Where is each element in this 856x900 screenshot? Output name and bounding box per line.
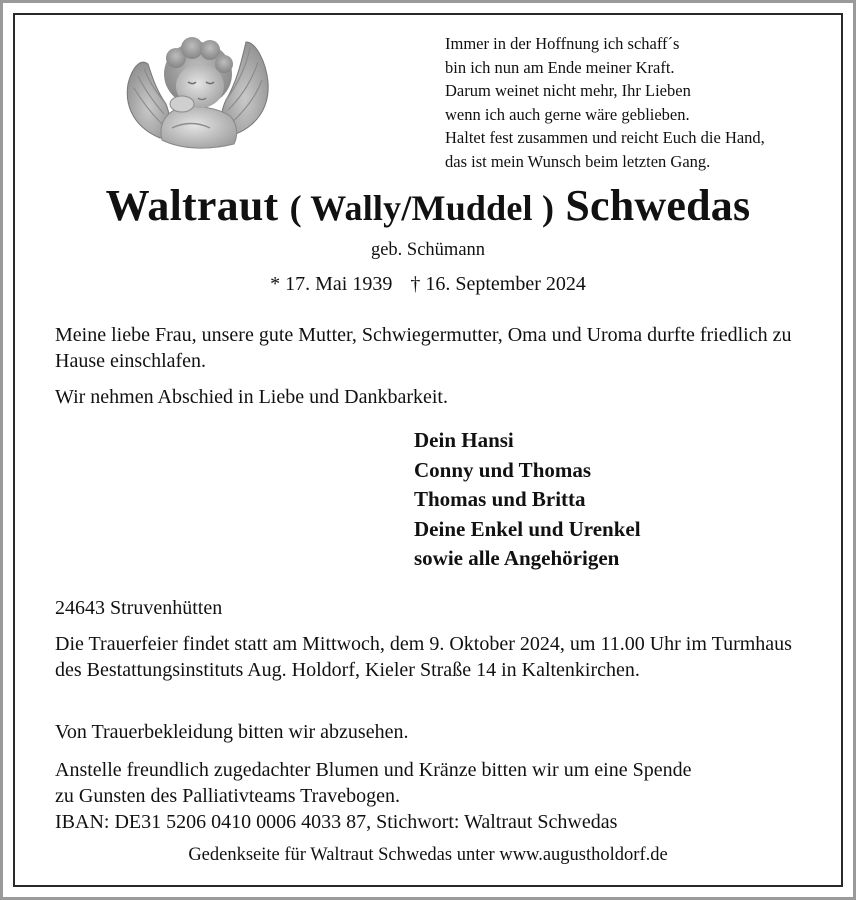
poem-line: das ist mein Wunsch beim letzten Gang. [445,151,711,171]
nickname: ( Wally/Muddel ) [289,188,555,228]
first-name: Waltraut [105,181,279,230]
poem-line: Immer in der Hoffnung ich schaff´s [445,34,680,53]
mourner-name: Thomas und Britta [414,487,586,511]
attire-text: Von Trauerbekleidung bitten wir abzusehen. [55,721,409,743]
memorial-page-text: Gedenkseite für Waltraut Schwedas unter www.augustholdorf.de [188,845,668,865]
farewell-text: Wir nehmen Abschied in Liebe und Dankbarkeit. [55,386,448,408]
mourner-name: sowie alle Angehörigen [414,546,620,570]
announcement-text: Meine liebe Frau, unsere gute Mutter, Schwiegermutter, Oma und Uroma durfte friedlich zu Hause einschlafen. [55,324,792,372]
poem-line: wenn ich auch gerne wäre geblieben. [445,104,690,124]
donation-line: Anstelle freundlich zugedachter Blumen und Kränze bitten wir um eine Spende [55,759,692,781]
address-text: 24643 Struvenhütten [55,597,223,619]
poem [445,32,835,173]
poem-line: Haltet fest zusammen und reicht Euch die Hand, [445,128,765,147]
deceased-name [0,180,856,231]
last-name: Schwedas [565,181,751,230]
poem-line: Darum weinet nicht mehr, Ihr Lieben [445,81,691,100]
life-dates [0,273,856,296]
poem-line: bin ich nun am Ende meiner Kraft. [445,57,675,77]
donation-line: zu Gunsten des Palliativteams Travebogen. [55,785,400,807]
mourners-list [414,426,641,574]
donation-text [55,757,815,835]
mourner-name: Conny und Thomas [414,457,592,482]
mourner-name: Deine Enkel und Urenkel [414,516,641,541]
death-date: † 16. September 2024 [410,273,586,295]
birth-date: * 17. Mai 1939 [270,273,393,295]
iban-line: IBAN: DE31 5206 0410 0006 4033 87, Stichwort: Waltraut Schwedas [55,811,618,833]
birth-name: geb. Schümann [370,240,486,260]
ceremony-text: Die Trauerfeier findet statt am Mittwoch, dem 9. Oktober 2024, um 11.00 Uhr im Turmhaus des Bestattungsinstituts Aug. Holdorf, Kieler Straße 14 in Kaltenkirchen. [55,633,792,681]
mourner-name: Dein Hansi [414,428,514,452]
angel-figure-image [118,28,278,156]
